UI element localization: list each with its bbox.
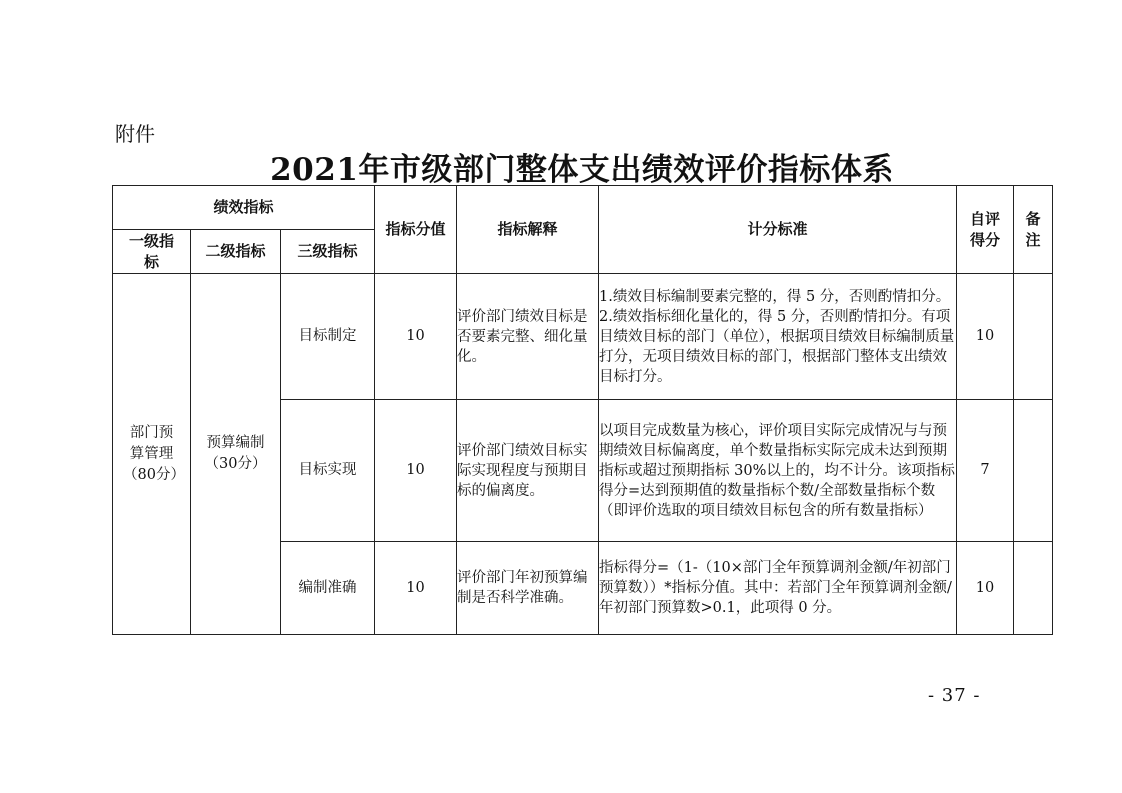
header-explanation: 指标解释 [457, 186, 599, 274]
remark-cell [1014, 400, 1053, 542]
self-score-cell: 10 [957, 542, 1014, 635]
score-value-cell: 10 [375, 274, 457, 400]
remark-cell [1014, 274, 1053, 400]
table-row [113, 274, 1053, 400]
criteria-line: 指标得分=（1-（10×部门全年预算调剂金额/年初部门预算数））*指标分值。其中：若部门全年预算调剂金额/年初部门预算数>0.1，此项得 0 分。 [599, 560, 952, 616]
score-value-cell: 10 [375, 542, 457, 635]
criteria-line: 以项目完成数量为核心，评价项目实际完成情况与与预期绩效目标偏离度，单个数量指标实际完成未达到预期指标或超过预期指标 30%以上的，均不计分。该项指标得分=达到预期值的数量指标个数/全部数量指标个数（即评价选取的项目绩效目标包含的所有数量指标） [599, 422, 955, 519]
header-level3: 三级指标 [281, 230, 375, 274]
explanation-cell: 评价部门年初预算编制是否科学准确。 [457, 542, 599, 635]
header-criteria: 计分标准 [599, 186, 957, 274]
self-score-cell: 10 [957, 274, 1014, 400]
header-self-score: 自评得分 [957, 186, 1014, 274]
criteria-line: 2.绩效指标细化量化的，得 5 分，否则酌情扣分。有项目绩效目标的部门（单位），根据项目绩效目标编制质量打分，无项目绩效目标的部门，根据部门整体支出绩效目标打分。 [599, 308, 955, 385]
header-level2: 二级指标 [191, 230, 281, 274]
page-number: - 37 - [928, 685, 981, 706]
header-level1: 一级指标 [113, 230, 191, 274]
header-performance-indicators: 绩效指标 [113, 186, 375, 230]
page-title: 2021年市级部门整体支出绩效评价指标体系 [270, 152, 894, 188]
header-row-top [113, 186, 1053, 230]
indicator-table [112, 185, 1053, 635]
attachment-label: 附件 [115, 122, 155, 146]
level2-cell: 预算编制（30分） [191, 274, 281, 635]
header-score-value: 指标分值 [375, 186, 457, 274]
level3-cell: 目标制定 [281, 274, 375, 400]
level3-cell: 编制准确 [281, 542, 375, 635]
level1-cell: 部门预算管理（80分） [113, 274, 191, 635]
criteria-line: 1.绩效目标编制要素完整的，得 5 分，否则酌情扣分。 [599, 288, 951, 305]
self-score-cell: 7 [957, 400, 1014, 542]
explanation-cell: 评价部门绩效目标实际实现程度与预期目标的偏离度。 [457, 400, 599, 542]
explanation-cell: 评价部门绩效目标是否要素完整、细化量化。 [457, 274, 599, 400]
score-value-cell: 10 [375, 400, 457, 542]
criteria-cell [599, 542, 957, 635]
level3-cell: 目标实现 [281, 400, 375, 542]
criteria-cell [599, 274, 957, 400]
remark-cell [1014, 542, 1053, 635]
header-remarks: 备注 [1014, 186, 1053, 274]
criteria-cell [599, 400, 957, 542]
